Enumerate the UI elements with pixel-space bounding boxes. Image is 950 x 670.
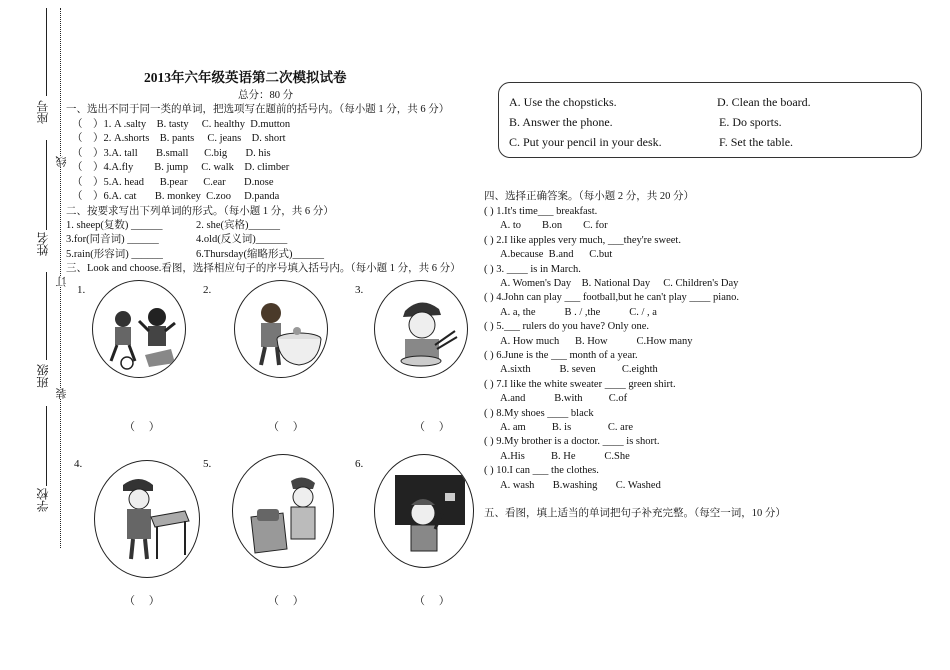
option-c: C. Put your pencil in your desk. [509, 135, 662, 149]
section1-item: （ ）1. A .salty B. tasty C. healthy D.mutton [72, 119, 291, 130]
school-label: 学校 [36, 488, 50, 512]
question: ( ) 3. ____ is in March. [484, 264, 581, 275]
question: ( ) 6.June is the ___ month of a year. [484, 350, 638, 361]
question: ( ) 10.I can ___ the clothes. [484, 465, 599, 476]
section3-heading: 三、Look and choose.看图，选择相应句子的序号填入括号内。（每小题 1 分，共 6 分） [66, 263, 461, 274]
picture-5-phone [232, 454, 334, 568]
question-choices: A. to B.on C. for [500, 220, 608, 231]
question: ( ) 7.I like the white sweater ____ green shirt. [484, 379, 676, 390]
seat-number-label: 座号 [36, 100, 50, 124]
answer-blank[interactable]: （ ） [124, 421, 160, 433]
option-a: A. Use the chopsticks. [509, 95, 617, 109]
question-choices: A. am B. is C. are [500, 422, 633, 433]
section2-item: 1. sheep(复数) ______ [66, 220, 163, 231]
school-line [46, 406, 47, 486]
section2-item: 6.Thursday(缩略形式)______ [196, 249, 325, 260]
section4-heading: 四、选择正确答案。（每小题 2 分，共 20 分） [484, 191, 694, 202]
picture-1-sports [92, 280, 186, 378]
picture-4-desk [94, 460, 200, 578]
section1-item: （ ）2. A.shorts B. pants C. jeans D. short [72, 133, 286, 144]
section1-item: （ ）5.A. head B.pear C.ear D.nose [72, 177, 274, 188]
section2-heading: 二、按要求写出下列单词的形式。（每小题 1 分，共 6 分） [66, 206, 334, 217]
option-d: D. Clean the board. [717, 95, 811, 109]
name-line [46, 140, 47, 230]
section2-item: 5.rain(形容词) ______ [66, 249, 163, 260]
name-label: 姓名 [36, 232, 50, 256]
section1-item: （ ）4.A.fly B. jump C. walk D. climber [72, 162, 290, 173]
question-choices: A. a, the B . / ,the C. / , a [500, 307, 657, 318]
question: ( ) 9.My brother is a doctor. ____ is short. [484, 436, 660, 447]
binding-mark-line: 线 [55, 156, 68, 167]
picture-3-chopsticks [374, 280, 468, 378]
section1-heading: 一、选出不同于同一类的单词，把选项写在题前的括号内。（每小题 1 分，共 6 分） [66, 104, 450, 115]
question-choices: A. wash B.washing C. Washed [500, 480, 661, 491]
question-choices: A.because B.and C.but [500, 249, 613, 260]
picture-number: 5. [203, 458, 212, 470]
class-label: 班级 [36, 364, 50, 388]
question: ( ) 8.My shoes ____ black [484, 408, 594, 419]
question-choices: A. Women's Day B. National Day C. Children's Day [500, 278, 739, 289]
class-line [46, 272, 47, 360]
section1-item: （ ）6.A. cat B. monkey C.zoo D.panda [72, 191, 280, 202]
question: ( ) 4.John can play ___ football,but he can't play ____ piano. [484, 292, 739, 303]
question-choices: A.and B.with C.of [500, 393, 628, 404]
section2-item: 3.for(同音词) ______ [66, 234, 159, 245]
binding-mark-bind: 订 [55, 276, 68, 287]
question-choices: A. How much B. How C.How many [500, 336, 693, 347]
answer-blank[interactable]: （ ） [414, 421, 450, 433]
option-f: F. Set the table. [719, 135, 794, 149]
page-title: 2013年六年级英语第二次模拟试卷 [144, 70, 347, 85]
picture-number: 6. [355, 458, 364, 470]
question-choices: A.His B. He C.She [500, 451, 630, 462]
picture-number: 2. [203, 284, 212, 296]
section2-item: 2. she(宾格)______ [196, 220, 280, 231]
answer-blank[interactable]: （ ） [414, 595, 450, 607]
answer-blank[interactable]: （ ） [268, 421, 304, 433]
options-box [498, 82, 922, 158]
answer-blank[interactable]: （ ） [268, 595, 304, 607]
question: ( ) 2.I like apples very much, ___they're sweet. [484, 235, 681, 246]
section2-item: 4.old(反义词)______ [196, 234, 288, 245]
total-score: 总分：80 分 [238, 90, 294, 101]
picture-number: 1. [77, 284, 86, 296]
option-e: E. Do sports. [719, 115, 782, 129]
picture-number: 3. [355, 284, 364, 296]
seat-number-line [46, 8, 47, 96]
section1-item: （ ）3.A. tall B.small C.big D. his [72, 148, 271, 159]
binding-mark-pack: 装 [55, 388, 68, 399]
question: ( ) 1.It's time___ breakfast. [484, 206, 598, 217]
question-choices: A.sixth B. seven C.eighth [500, 364, 658, 375]
question: ( ) 5.___ rulers do you have? Only one. [484, 321, 650, 332]
picture-2-set-table [234, 280, 328, 378]
answer-blank[interactable]: （ ） [124, 595, 160, 607]
option-b: B. Answer the phone. [509, 115, 613, 129]
picture-number: 4. [74, 458, 83, 470]
picture-6-board [374, 454, 474, 568]
section5-heading: 五、看图，填上适当的单词把句子补充完整。（每空一词，10 分） [484, 508, 786, 519]
